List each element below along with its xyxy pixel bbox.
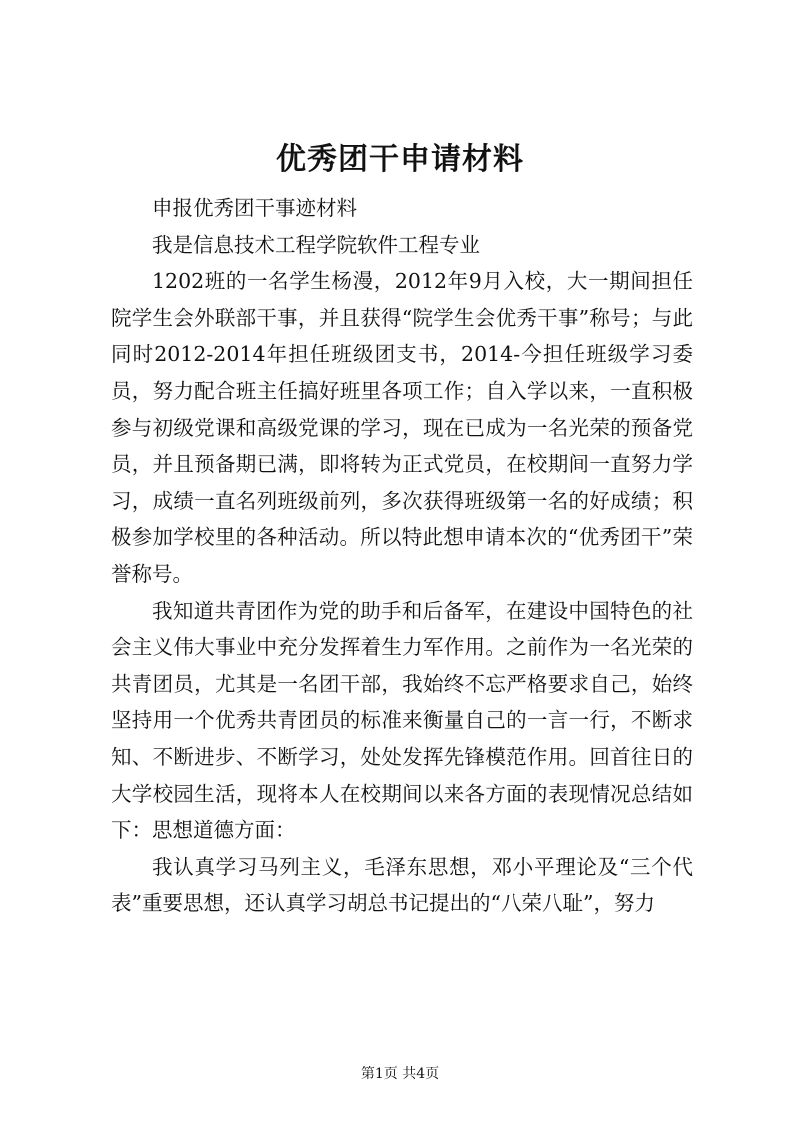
document-title: 优秀团干申请材料: [276, 142, 524, 177]
page-footer: 第1页 共4页: [360, 1066, 440, 1082]
paragraph-intro: 我是信息技术工程学院软件工程专业: [152, 232, 480, 257]
document-body: [111, 190, 693, 922]
paragraph-ideology: 我认真学习马列主义，毛泽东思想，邓小平理论及“三个代表”重要思想，还认真学习胡总书记提出的“八荣八耻”，努力: [111, 854, 693, 916]
paragraph-heading: 申报优秀团干事迹材料: [152, 196, 357, 220]
paragraph-commitment: 我知道共青团作为党的助手和后备军，在建设中国特色的社会主义伟大事业中充分发挥着生力军作用。之前作为一名光荣的共青团员，尤其是一名团干部，我始终不忘严格要求自己，始终坚持用一个优秀共青团员的标准来衡量自己的一言一行，不断求知、不断进步、不断学习，处处发挥先锋模范作用。回首往日的大学校园生活，现将本人在校期间以来各方面的表现情况总结如下：思想道德方面：: [111, 598, 693, 843]
paragraph-background: 1202班的一名学生杨漫，2012年9月入校，大一期间担任院学生会外联部干事，并且获得“院学生会优秀干事”称号；与此同时2012-2014年担任班级团支书，2014-今担任班级学习委员，努力配合班主任搞好班里各项工作；自入学以来，一直积极参与初级党课和高级党课的学习，现在已成为一名光荣的预备党员，并且预备期已满，即将转为正式党员，在校期间一直努力学习，成绩一直名列班级前列，多次获得班级第一名的好成绩；积极参加学校里的各种活动。所以特此想申请本次的“优秀团干”荣誉称号。: [111, 269, 693, 586]
